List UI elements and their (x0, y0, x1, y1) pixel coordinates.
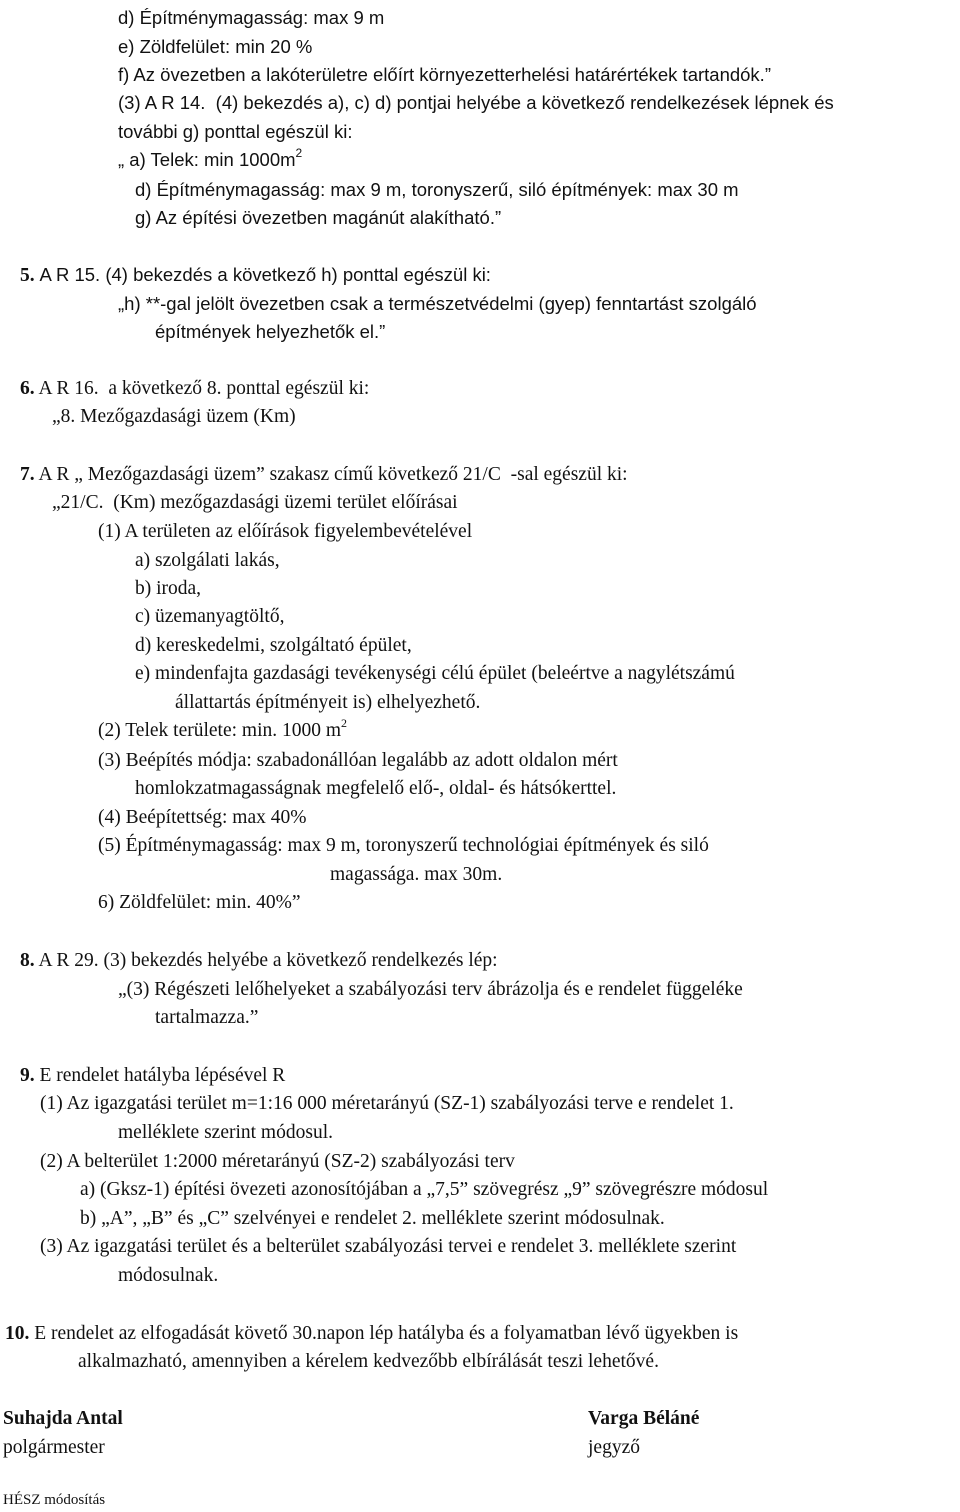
superscript: 2 (341, 715, 348, 730)
text-line: homlokzatmagasságnak megfelelő elő-, oldal- és hátsókerttel. (135, 778, 617, 799)
text-line: g) Az építési övezetben magánút alakítható.” (135, 207, 502, 228)
text-line: f) Az övezetben a lakóterületre előírt környezetterhelési határértékek tartandók.” (118, 64, 771, 85)
text-line: módosulnak. (118, 1265, 219, 1286)
section-number: 6. (20, 378, 35, 399)
text-line: „(3) Régészeti lelőhelyeket a szabályozási terv ábrázolja és e rendelet függeléke (118, 979, 743, 1000)
text-line: (3) A R 14. (4) bekezdés a), c) d) pontjai helyébe a következő rendelkezések lépnek és (118, 92, 834, 113)
text-line: melléklete szerint módosul. (118, 1122, 333, 1143)
section-number: 5. (20, 265, 35, 286)
list-item: b) „A”, „B” és „C” szelvényei e rendelet 2. melléklete szerint módosulnak. (80, 1208, 665, 1229)
text-line: alkalmazható, amennyiben a kérelem kedvezőbb elbírálását teszi lehetővé. (78, 1351, 659, 1372)
section-number: 7. (20, 464, 35, 485)
text-line: (1) Az igazgatási terület m=1:16 000 méretarányú (SZ-1) szabályozási terve e rendelet 1. (40, 1093, 734, 1114)
text-line: (5) Építménymagasság: max 9 m, toronyszerű technológiai építmények és siló (98, 835, 709, 856)
section-10: 10. E rendelet az elfogadását követő 30.napon lép hatályba és a folyamatban lévő ügyekben is (5, 1323, 739, 1344)
text-line: d) Építménymagasság: max 9 m (118, 7, 385, 28)
text-line: „8. Mezőgazdasági üzem (Km) (52, 406, 296, 427)
list-item: b) iroda, (135, 578, 202, 599)
list-item: a) (Gksz-1) építési övezeti azonosítójában a „7,5” szövegrész „9” szövegrészre módosul (80, 1179, 769, 1200)
section-8: 8. A R 29. (3) bekezdés helyébe a következő rendelkezés lép: (20, 950, 498, 971)
text-line: 6) Zöldfelület: min. 40%” (98, 892, 301, 913)
text-line: (3) Az igazgatási terület és a belterület szabályozási tervei e rendelet 3. melléklete szerint (40, 1236, 737, 1257)
signatory-title-left: polgármester (3, 1437, 105, 1458)
list-item: d) kereskedelmi, szolgáltató épület, (135, 635, 412, 656)
text-line: további g) ponttal egészül ki: (118, 121, 353, 142)
text-line: e) Zöldfelület: min 20 % (118, 36, 313, 57)
list-item: e) mindenfajta gazdasági tevékenységi célú épület (beleértve a nagylétszámú (135, 663, 735, 684)
text-line: magassága. max 30m. (330, 864, 503, 885)
section-5: 5. A R 15. (4) bekezdés a következő h) ponttal egészül ki: (20, 264, 491, 286)
text-line: építmények helyezhetők el.” (155, 321, 386, 342)
text-line: d) Építménymagasság: max 9 m, toronyszerű, siló építmények: max 30 m (135, 179, 739, 200)
text-line: tartalmazza.” (155, 1007, 259, 1028)
section-9: 9. E rendelet hatályba lépésével R (20, 1065, 286, 1086)
list-item: c) üzemanyagtöltő, (135, 606, 285, 627)
text-line: (4) Beépítettség: max 40% (98, 807, 307, 828)
text-line: (2) Telek területe: min. 1000 $m^2$ (98, 715, 348, 741)
text-line: állattartás építményeit is) elhelyezhető. (175, 692, 481, 713)
section-number: 8. (20, 950, 35, 971)
section-6: 6. A R 16. a következő 8. ponttal egészül ki: (20, 378, 370, 399)
page-footer: HÉSZ módosítás (3, 1492, 106, 1508)
text-line: (1) A területen az előírások figyelembevételével (98, 521, 473, 542)
text-line: „21/C. (Km) mezőgazdasági üzemi terület előírásai (52, 492, 458, 513)
text-line: „h) **-gal jelölt övezetben csak a természetvédelmi (gyep) fenntartást szolgáló (118, 293, 757, 314)
text-line: (2) A belterület 1:2000 méretarányú (SZ-2) szabályozási terv (40, 1151, 515, 1172)
signatory-name-right: Varga Béláné (588, 1408, 700, 1429)
text-line: „ a) Telek: $\min 1000m^2$ (118, 145, 303, 170)
section-number: 10. (5, 1323, 30, 1344)
signatory-title-right: jegyző (588, 1437, 640, 1458)
section-7: 7. A R „ Mezőgazdasági üzem” szakasz című következő 21/C -sal egészül ki: (20, 464, 628, 485)
section-number: 9. (20, 1065, 35, 1086)
signatory-name-left: Suhajda Antal (3, 1408, 123, 1429)
superscript: 2 (295, 145, 303, 160)
text-line: (3) Beépítés módja: szabadonállóan legalább az adott oldalon mért (98, 750, 618, 771)
list-item: a) szolgálati lakás, (135, 550, 280, 571)
